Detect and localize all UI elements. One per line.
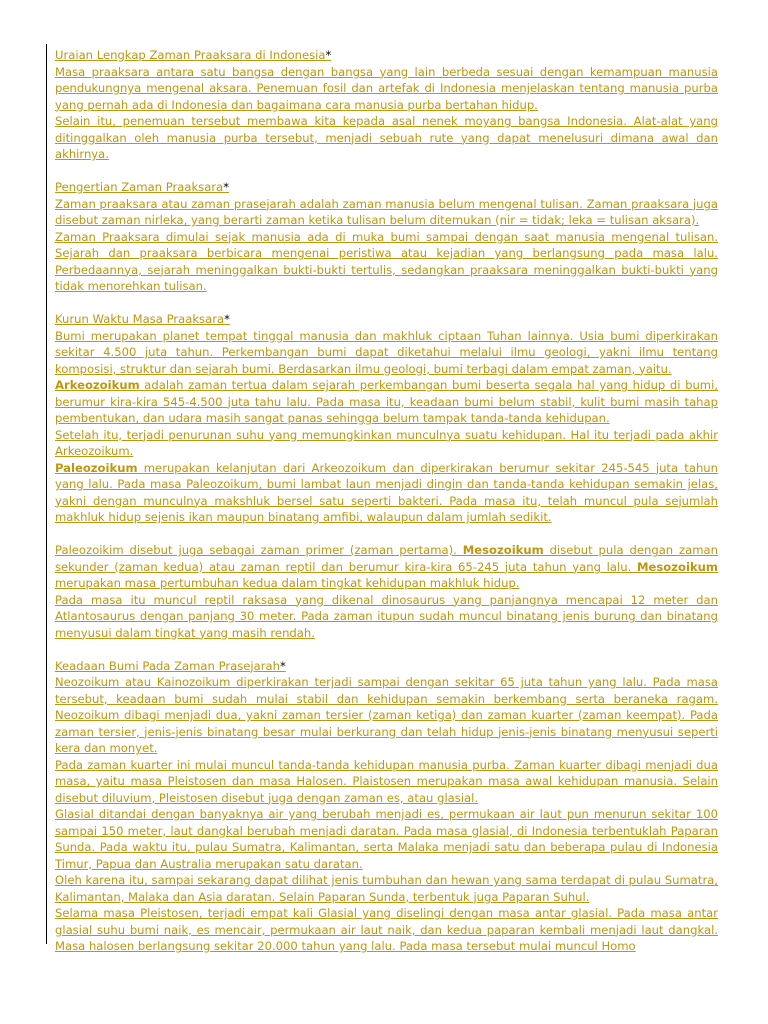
- term-mesozoikum: Mesozoikum: [462, 543, 544, 557]
- section-heading: [55, 658, 718, 675]
- paragraph: Pada masa itu muncul reptil raksasa yang dikenal dinosaurus yang panjangnya mencapai 12 meter dan Atlantosaurus dengan panjang 30 meter. Pada zaman itupun sudah muncul binatang jenis burung dan binatang menyusui dalam tingkat yang masih rendah.: [55, 592, 718, 640]
- paragraph: Zaman Praaksara dimulai sejak manusia ada di muka bumi sampai dengan saat manusia mengenal tulisan. Sejarah dan praaksara berbicara mengenai peristiwa atau kejadian yang berlangsung pada masa lalu. Perbedaannya, sejarah meninggalkan bukti-bukti tertulis, sedangkan praaksara meninggalkan bukti-bukti yang tidak menorehkan tulisan.: [55, 229, 718, 293]
- heading-marker: *: [224, 312, 230, 326]
- paragraph-text: adalah zaman tertua dalam sejarah perkembangan bumi beserta segala hal yang hidup di bumi, berumur kira-kira 545-4.500 juta tahu lalu. Pada masa itu, keadaan bumi belum stabil, kulit bumi masih tahap pembentukan, dan udara masih sangat panas sehingga belum tampak tanda-tanda kehidupan.: [55, 378, 718, 425]
- heading-marker: *: [279, 658, 286, 673]
- paragraph: Bumi merupakan planet tempat tinggal manusia dan makhluk ciptaan Tuhan lainnya. Usia bumi diperkirakan sekitar 4.500 juta tahun. Perkembangan bumi dapat diketahui melalui ilmu geologi, yakni ilmu tentang komposisi, struktur dan sejarah bumi. Berdasarkan ilmu geologi, bumi terbagi dalam empat zaman, yaitu.: [55, 328, 718, 376]
- paragraph: Selama masa Pleistosen, terjadi empat kali Glasial yang diselingi dengan masa antar glasial. Pada masa antar glasial suhu bumi naik, es mencair, permukaan air laut naik, dan kedua paparan kembali menjadi laut dangkal. Masa halosen berlangsung sekitar 20.000 tahun yang lalu. Pada masa tersebut mulai muncul Homo: [55, 906, 718, 953]
- paragraph: Glasial ditandai dengan banyaknya air yang berubah menjadi es, permukaan air laut pun menurun sekitar 100 sampai 150 meter, laut dangkal berubah menjadi daratan. Pada masa glasial, di Indonesia terbentuklah Paparan Sunda. Pada waktu itu, pulau Sumatra, Kalimantan, serta Malaka menjadi satu dan beberapa pulau di Indonesia Timur, Papua dan Australia merupakan satu daratan.: [55, 807, 718, 871]
- section-heading-text: Uraian Lengkap Zaman Praaksara di Indonesia: [55, 48, 326, 62]
- document-body: [55, 47, 718, 955]
- section-heading-text: Pengertian Zaman Praaksara: [55, 180, 224, 194]
- paragraph: Selain itu, penemuan tersebut membawa kita kepada asal nenek moyang bangsa Indonesia. Alat-alat yang ditinggalkan oleh manusia purba tersebut, menjadi sebuah rute yang dapat menelusuri dimana awal dan akhirnya.: [55, 114, 718, 161]
- paragraph: Pada zaman kuarter ini mulai muncul tanda-tanda kehidupan manusia purba. Zaman kuarter dibagi menjadi dua masa, yaitu masa Pleistosen dan masa Halosen. Plaistosen merupakan masa awal kehidupan manusia. Selain disebut diluvium, Pleistosen disebut juga dengan zaman es, atau glasial.: [55, 757, 718, 805]
- heading-marker: *: [325, 48, 332, 62]
- section-heading: [55, 47, 718, 64]
- paragraph-text: Paleozoikim disebut juga sebagai zaman primer (zaman pertama).: [55, 543, 463, 557]
- term-arkeozoikum: Arkeozoikum: [55, 378, 140, 392]
- paragraph: [55, 377, 718, 427]
- paragraph: Zaman praaksara atau zaman prasejarah adalah zaman manusia belum mengenal tulisan. Zaman praaksara juga disebut zaman nirleka, yang berarti zaman ketika tulisan belum ditemukan (nir = tidak; leka = tulisan aksara).: [55, 196, 718, 227]
- paragraph: Masa praaksara antara satu bangsa dengan bangsa yang lain berbeda sesuai dengan kemampuan manusia pendukungnya mengenal aksara. Penemuan fosil dan artefak di Indonesia menjelaskan tentang manusia purba yang pernah ada di Indonesia dan bagaimana cara manusia purba bertahan hidup.: [55, 64, 718, 112]
- paragraph: [55, 460, 718, 526]
- paragraph: [55, 542, 718, 592]
- term-paleozoikum: Paleozoikum: [55, 460, 138, 475]
- section-keadaan-bumi: [55, 658, 718, 955]
- section-heading-text: Kurun Waktu Masa Praaksara: [55, 312, 225, 326]
- paragraph: Neozoikum atau Kainozoikum diperkirakan terjadi sampai dengan sekitar 65 juta tahun yang lalu. Pada masa tersebut, keadaan bumi sudah mulai stabil dan kehidupan semakin berkembang serta beraneka ragam. Neozoikum dibagi menjadi dua, yakni zaman tersier (zaman ketiga) dan zaman kuarter (zaman keempat). Pada zaman tersier, jenis-jenis binatang besar mulai berkurang dan telah hidup jenis-jenis binatang menyusui seperti kera dan monyet.: [55, 675, 718, 755]
- paragraph: Setelah itu, terjadi penurunan suhu yang memungkinkan munculnya suatu kehidupan. Hal itu terjadi pada akhir Arkeozoikum.: [55, 427, 718, 458]
- section-kurun-waktu: [55, 311, 718, 526]
- heading-marker: *: [223, 180, 229, 194]
- section-heading-text: Keadaan Bumi Pada Zaman Prasejarah: [55, 658, 280, 673]
- left-margin-line: [46, 44, 47, 944]
- section-mesozoikum: [55, 542, 718, 641]
- section-heading: [55, 179, 718, 196]
- section-heading: [55, 311, 718, 328]
- paragraph-text: merupakan kelanjutan dari Arkeozoikum dan diperkirakan berumur sekitar 245-545 juta tahun yang lalu. Pada masa Paleozoikum, bumi lambat laun menjadi dingin dan tanda-tanda kehidupan semakin jelas, yakni dengan munculnya makshluk bersel satu seperti bakteri. Pada masa itu, telah muncul pula sejumlah makhluk hidup sejenis ikan maupun binatang amfibi, walaupun dalam jumlah sedikit.: [55, 460, 718, 524]
- paragraph: Oleh karena itu, sampai sekarang dapat dilihat jenis tumbuhan dan hewan yang sama terdapat di pulau Sumatra, Kalimantan, Malaka dan Asia daratan. Selain Paparan Sunda, terbentuk juga Paparan Suhul.: [55, 873, 718, 904]
- section-uraian: [55, 47, 718, 163]
- term-mesozoikum: Mesozoikum: [637, 559, 718, 574]
- paragraph-text: disebut pula dengan zaman sekunder (zaman kedua) atau zaman reptil dan berumur kira-kira 65-245 juta tahun yang lalu.: [55, 543, 718, 574]
- paragraph-text: merupakan masa pertumbuhan kedua dalam tingkat kehidupan makhluk hidup.: [55, 576, 520, 590]
- section-pengertian: [55, 179, 718, 295]
